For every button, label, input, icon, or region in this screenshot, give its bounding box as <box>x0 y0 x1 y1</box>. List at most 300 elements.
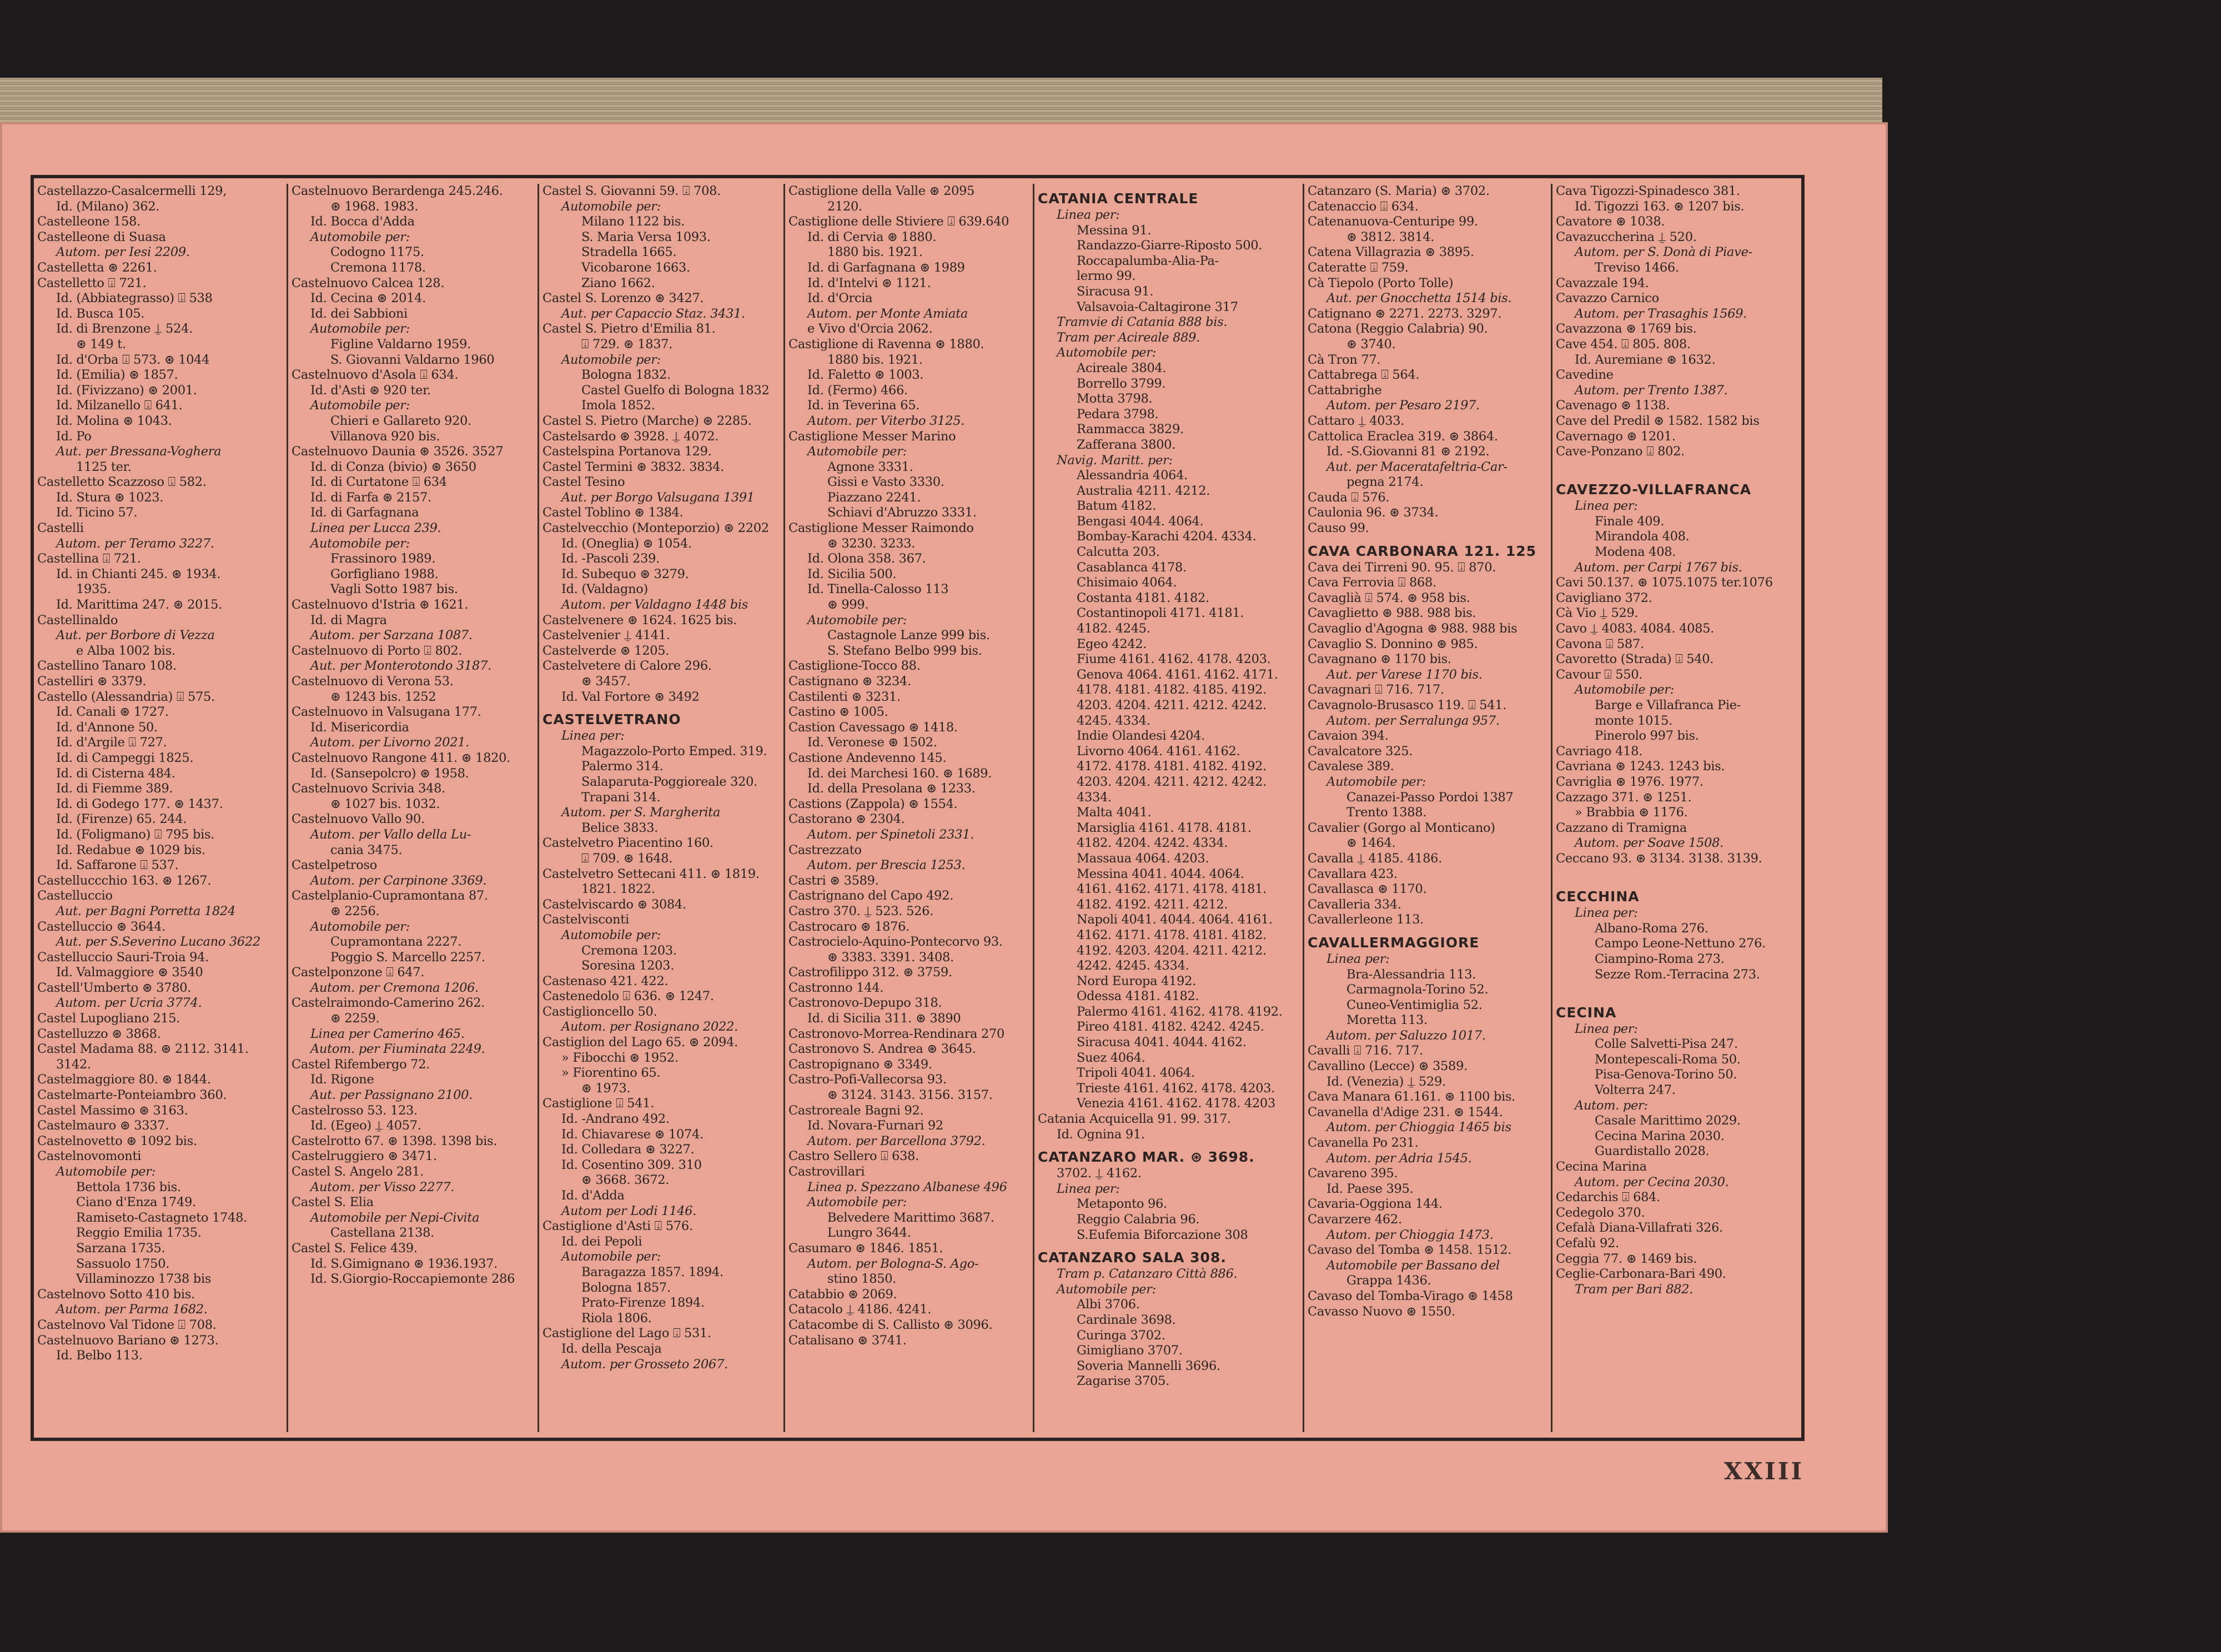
index-entry: Id. d'Argile ⍗ 727. <box>56 735 167 750</box>
index-entry: Carmagnola-Torino 52. <box>1346 982 1489 997</box>
index-entry: Id. Milzanello ⍗ 641. <box>56 398 183 413</box>
index-entry: Aut. per Bagni Porretta 1824 <box>56 903 236 918</box>
index-entry: 4203. 4204. 4211. 4212. 4242. <box>1077 698 1267 712</box>
index-entry: Autom. per Carpinone 3369. <box>310 873 487 888</box>
index-entry: Tram per Acireale 889. <box>1057 330 1200 345</box>
index-entry: Castellana 2138. <box>330 1226 435 1241</box>
index-entry: Bettola 1736 bis. <box>76 1179 181 1194</box>
index-entry: Automobile per: <box>1326 774 1426 789</box>
section-heading: CAVA CARBONARA 121. 125 <box>1308 543 1537 559</box>
section-heading: CAVALLERMAGGIORE <box>1308 934 1480 951</box>
index-entry: Cavriana ⊛ 1243. 1243 bis. <box>1556 759 1725 774</box>
index-entry: Cefalù 92. <box>1556 1236 1619 1251</box>
index-entry: Agnone 3331. <box>827 459 913 474</box>
index-entry: Castelponzone ⍗ 647. <box>292 965 425 980</box>
index-entry: ⊛ 1973. <box>581 1081 631 1096</box>
index-entry: Bologna 1857. <box>581 1280 671 1295</box>
index-entry: Cavazuccherina ⍊ 520. <box>1556 229 1697 244</box>
index-entry: Castelvetro Piacentino 160. <box>542 836 713 851</box>
index-entry: Castiglione ⍗ 541. <box>542 1096 655 1111</box>
index-entry: Castelnuovo di Verona 53. <box>292 674 454 689</box>
index-entry: Autom. per Chioggia 1465 bis <box>1326 1120 1511 1135</box>
index-entry: Castiglione Messer Marino <box>788 429 956 444</box>
index-entry: Castiglion del Lago 65. ⊛ 2094. <box>542 1035 738 1050</box>
index-entry: Montepescali-Roma 50. <box>1595 1052 1741 1067</box>
index-entry: Indie Olandesi 4204. <box>1077 729 1205 744</box>
index-entry: Id. Po <box>56 429 92 444</box>
index-entry: Castelmauro ⊛ 3337. <box>37 1118 169 1133</box>
index-entry: Bengasi 4044. 4064. <box>1077 514 1204 529</box>
index-entry: Automobile per Nepi-Civita <box>310 1210 480 1225</box>
index-entry: Castelnuovo di Porto ⍗ 802. <box>292 643 463 658</box>
index-entry: 4162. 4171. 4178. 4181. 4182. <box>1077 927 1267 942</box>
index-entry: Autom. per S. Margherita <box>561 805 721 820</box>
index-entry: Pinerolo 997 bis. <box>1595 729 1699 744</box>
index-entry: Acireale 3804. <box>1077 360 1167 375</box>
index-entry: Autom. per Brescia 1253. <box>807 858 966 873</box>
index-entry: Tramvie di Catania 888 bis. <box>1057 315 1228 330</box>
index-entry: Cavalcatore 325. <box>1308 744 1413 759</box>
index-entry: ⍗ 729. ⊛ 1837. <box>581 337 673 352</box>
index-entry: Castelrosso 53. 123. <box>292 1103 418 1118</box>
index-entry: Castelnuovo Scrivia 348. <box>292 781 446 796</box>
index-entry: Aut. per Borbore di Vezza <box>56 628 215 643</box>
index-entry: Castorano ⊛ 2304. <box>788 812 905 827</box>
index-entry: Autom. per Serralunga 957. <box>1326 713 1500 728</box>
index-entry: Alessandria 4064. <box>1077 468 1188 483</box>
index-entry: 4182. 4192. 4211. 4212. <box>1077 897 1228 912</box>
index-entry: Frassinoro 1989. <box>330 551 436 566</box>
index-column-5 <box>1034 184 1304 1432</box>
index-entry: Id. Tinella-Calosso 113 <box>807 582 949 597</box>
index-entry: Castelpetroso <box>292 858 377 873</box>
index-entry: 4203. 4204. 4211. 4212. 4242. <box>1077 774 1267 789</box>
index-entry: Autom. per Cremona 1206. <box>310 980 479 995</box>
index-entry: Id. di Cervia ⊛ 1880. <box>807 229 937 244</box>
index-entry: Stradella 1665. <box>581 245 677 260</box>
index-entry: Livorno 4064. 4161. 4162. <box>1077 744 1240 759</box>
index-entry: Autom. per Grosseto 2067. <box>561 1357 728 1372</box>
index-entry: Cavalier (Gorgo al Monticano) <box>1308 820 1495 835</box>
index-entry: Zafferana 3800. <box>1077 437 1176 452</box>
index-entry: Catabbio ⊛ 2069. <box>788 1287 897 1302</box>
index-entry: Grappa 1436. <box>1346 1273 1431 1288</box>
index-column-7 <box>1552 184 1801 1432</box>
index-entry: Soresina 1203. <box>581 958 675 973</box>
index-entry: Linea per: <box>1575 1021 1638 1036</box>
index-entry: Castelleone 158. <box>37 214 141 229</box>
index-entry: Colle Salvetti-Pisa 247. <box>1595 1037 1738 1052</box>
index-entry: Odessa 4181. 4182. <box>1077 989 1199 1004</box>
index-entry: Cavallara 423. <box>1308 866 1398 881</box>
index-entry: Cavaion 394. <box>1308 729 1389 744</box>
index-entry: Autom. per Vallo della Lu- <box>310 827 471 842</box>
index-entry: Castions (Zappola) ⊛ 1554. <box>788 796 958 811</box>
index-entry: Ramiseto-Castagneto 1748. <box>76 1210 247 1225</box>
index-entry: Tripoli 4041. 4064. <box>1077 1066 1195 1081</box>
index-entry: Castel S. Giovanni 59. ⍗ 708. <box>542 184 721 198</box>
index-entry: Automobile per: <box>807 444 907 459</box>
index-entry: Catenaccio ⍗ 634. <box>1308 199 1419 214</box>
index-entry: Castel Madama 88. ⊛ 2112. 3141. <box>37 1042 249 1057</box>
index-entry: ⊛ 3812. 3814. <box>1346 229 1435 244</box>
index-entry: Id. Redabue ⊛ 1029 bis. <box>56 842 205 857</box>
index-entry: Belice 3833. <box>581 820 659 835</box>
index-entry: Soveria Mannelli 3696. <box>1077 1358 1220 1373</box>
index-entry: Id. Sicilia 500. <box>807 566 897 581</box>
index-entry: 4334. <box>1077 790 1112 805</box>
index-entry: 4245. 4334. <box>1077 713 1150 728</box>
index-entry: Valsavoia-Caltagirone 317 <box>1077 299 1238 314</box>
index-entry: Automobile per: <box>561 352 661 367</box>
index-entry: Cavanella Po 231. <box>1308 1136 1419 1151</box>
index-entry: Automobile per: <box>310 919 410 934</box>
index-entry: Automobile per: <box>310 536 410 551</box>
index-entry: Id. in Chianti 245. ⊛ 1934. <box>56 566 221 581</box>
index-entry: Cazzago 371. ⊛ 1251. <box>1556 790 1692 805</box>
index-entry: Palermo 4161. 4162. 4178. 4192. <box>1077 1004 1283 1019</box>
index-entry: Castiglione della Valle ⊛ 2095 <box>788 184 975 198</box>
index-entry: Autom. per Monte Amiata <box>807 306 968 321</box>
index-entry: Castel Tesino <box>542 475 625 490</box>
index-entry: Costanta 4181. 4182. <box>1077 590 1209 605</box>
index-entry: Castel S. Lorenzo ⊛ 3427. <box>542 291 704 306</box>
index-entry: Curinga 3702. <box>1077 1328 1165 1343</box>
index-entry: Id. Belbo 113. <box>56 1348 143 1363</box>
index-entry: Castellina ⍗ 721. <box>37 551 141 566</box>
index-entry: Castel S. Pietro (Marche) ⊛ 2285. <box>542 413 752 428</box>
index-entry: Castelviscardo ⊛ 3084. <box>542 897 686 912</box>
index-entry: Figline Valdarno 1959. <box>330 337 471 352</box>
index-entry: ⊛ 3668. 3672. <box>581 1173 670 1188</box>
index-entry: Suez 4064. <box>1077 1050 1145 1065</box>
index-entry: Randazzo-Giarre-Riposto 500. <box>1077 238 1263 253</box>
index-entry: Castell'Umberto ⊛ 3780. <box>37 980 192 995</box>
index-entry: Salaparuta-Poggioreale 320. <box>581 774 758 789</box>
index-entry: Catania Acquicella 91. 99. 317. <box>1038 1112 1231 1127</box>
index-entry: Linea p. Spezzano Albanese 496 <box>807 1179 1007 1194</box>
index-entry: Castrocielo-Aquino-Pontecorvo 93. <box>788 935 1003 950</box>
index-entry: Id. dei Marchesi 160. ⊛ 1689. <box>807 766 992 781</box>
index-entry: ⊛ 3230. 3233. <box>827 536 916 551</box>
index-entry: Trieste 4161. 4162. 4178. 4203. <box>1077 1081 1275 1096</box>
index-entry: Id. Saffarone ⍗ 537. <box>56 858 179 873</box>
index-entry: Caulonia 96. ⊛ 3734. <box>1308 505 1439 520</box>
index-entry <box>1556 867 1798 882</box>
index-entry: Castiglione d'Asti ⍗ 576. <box>542 1219 693 1234</box>
index-entry: Albi 3706. <box>1077 1297 1140 1312</box>
index-entry: Castel Guelfo di Bologna 1832 <box>581 383 770 398</box>
index-entry: Zagarise 3705. <box>1077 1374 1170 1389</box>
index-entry: Id. di Fiemme 389. <box>56 781 173 796</box>
index-entry: Id. -S.Giovanni 81 ⊛ 2192. <box>1326 444 1490 459</box>
index-entry: Genova 4064. 4161. 4162. 4171. <box>1077 667 1278 682</box>
index-entry: Linea per: <box>561 729 625 744</box>
index-entry: Bologna 1832. <box>581 368 671 383</box>
index-entry: ⊛ 2259. <box>330 1011 380 1026</box>
index-entry: Cà Vio ⍊ 529. <box>1556 606 1639 621</box>
index-entry: Aut. per Monterotondo 3187. <box>310 659 491 674</box>
index-entry: Chieri e Gallareto 920. <box>330 413 471 428</box>
index-entry: Cavareno 395. <box>1308 1166 1398 1181</box>
index-entry: Castelletto Scazzoso ⍗ 582. <box>37 475 207 490</box>
index-entry: Cavriago 418. <box>1556 744 1643 759</box>
index-entry: Castel Termini ⊛ 3832. 3834. <box>542 459 725 474</box>
index-entry: Castignano ⊛ 3234. <box>788 674 911 689</box>
index-entry: Castro Sellero ⍗ 638. <box>788 1149 919 1164</box>
index-entry <box>1556 982 1798 998</box>
index-entry: Castrofilippo 312. ⊛ 3759. <box>788 965 952 980</box>
index-entry: Cavalla ⍊ 4185. 4186. <box>1308 851 1443 866</box>
index-entry: Catona (Reggio Calabria) 90. <box>1308 322 1488 337</box>
index-entry: Id. Bocca d'Adda <box>310 214 415 229</box>
index-entry: Cattaro ⍊ 4033. <box>1308 413 1405 428</box>
index-entry: Volterra 247. <box>1595 1083 1676 1098</box>
index-entry: Sarzana 1735. <box>76 1241 165 1256</box>
index-entry: Causo 99. <box>1308 521 1369 536</box>
index-entry: Castelnovo Sotto 410 bis. <box>37 1287 195 1302</box>
index-entry: Id. in Teverina 65. <box>807 398 920 413</box>
index-entry: Catalisano ⊛ 3741. <box>788 1333 907 1348</box>
index-entry: Cavaria-Oggiona 144. <box>1308 1197 1443 1212</box>
index-entry: Pireo 4181. 4182. 4242. 4245. <box>1077 1020 1264 1035</box>
index-entry: 2120. <box>827 199 862 214</box>
index-entry: Prato-Firenze 1894. <box>581 1296 705 1310</box>
index-entry: Reggio Calabria 96. <box>1077 1212 1200 1227</box>
index-column-6 <box>1304 184 1552 1432</box>
index-entry: Gimigliano 3707. <box>1077 1343 1183 1358</box>
index-entry: Massaua 4064. 4203. <box>1077 851 1209 866</box>
index-entry: Autom. per Ucria 3774. <box>56 996 202 1011</box>
index-entry: Castelnovetto ⊛ 1092 bis. <box>37 1133 197 1148</box>
index-entry: S. Giovanni Valdarno 1960 <box>330 352 495 367</box>
index-entry: Cava Ferrovia ⍗ 868. <box>1308 575 1436 590</box>
index-entry: Australia 4211. 4212. <box>1077 483 1210 498</box>
index-entry: Castione Andevenno 145. <box>788 750 947 765</box>
index-entry: ⊛ 1027 bis. 1032. <box>330 796 440 811</box>
index-entry: Guardistallo 2028. <box>1595 1144 1710 1159</box>
index-entry: Magazzolo-Porto Emped. 319. <box>581 744 767 759</box>
index-entry: Automobile per: <box>561 927 661 942</box>
index-column-4 <box>785 184 1034 1432</box>
index-entry: ⊛ 1968. 1983. <box>330 199 419 214</box>
index-frame <box>31 175 1805 1441</box>
index-entry: Cavriglia ⊛ 1976. 1977. <box>1556 774 1704 789</box>
index-entry: Autom. per Valdagno 1448 bis <box>561 597 748 612</box>
index-entry: Motta 3798. <box>1077 391 1153 406</box>
index-entry: S. Maria Versa 1093. <box>581 229 711 244</box>
index-entry: Cavernago ⊛ 1201. <box>1556 429 1676 444</box>
index-entry: ⊛ 999. <box>827 597 869 612</box>
index-entry: Id. (Egeo) ⍊ 4057. <box>310 1118 421 1133</box>
index-entry: Ciano d'Enza 1749. <box>76 1195 196 1210</box>
index-entry: Reggio Emilia 1735. <box>76 1226 202 1241</box>
index-entry: Riola 1806. <box>581 1310 652 1325</box>
index-entry: Siracusa 91. <box>1077 284 1154 299</box>
section-heading: CECINA <box>1556 1004 1617 1021</box>
index-entry: Cavaglio S. Donnino ⊛ 985. <box>1308 636 1478 651</box>
index-entry: Castelluccio <box>37 888 113 903</box>
index-entry: Cedegolo 370. <box>1556 1205 1645 1220</box>
index-entry: Cavaso del Tomba-Virago ⊛ 1458 <box>1308 1288 1513 1303</box>
index-entry: ⊛ 3740. <box>1346 337 1396 352</box>
index-entry: Castelnuovo Calcea 128. <box>292 275 445 290</box>
index-entry: Castel S. Pietro d'Emilia 81. <box>542 322 716 337</box>
index-entry: Id. della Presolana ⊛ 1233. <box>807 781 976 796</box>
index-entry: Autom. per Visso 2277. <box>310 1179 455 1194</box>
index-entry: Castelletto ⍗ 721. <box>37 275 147 290</box>
index-entry: Campo Leone-Nettuno 276. <box>1595 936 1766 951</box>
index-entry: Id. (Milano) 362. <box>56 199 160 214</box>
index-entry: Linea per Lucca 239. <box>310 521 441 536</box>
index-entry: Id. di Magra <box>310 612 387 627</box>
page-number: XXIII <box>1724 1458 1805 1485</box>
index-entry: Id. Auremiane ⊛ 1632. <box>1575 352 1716 367</box>
index-entry: Castellazzo-Casalcermelli 129, <box>37 184 227 198</box>
index-entry: Albano-Roma 276. <box>1595 921 1709 936</box>
index-entry: Id. di Garfagnana <box>310 505 419 520</box>
index-entry: Id. della Pescaja <box>561 1341 662 1356</box>
index-entry: Automobile per: <box>561 1249 661 1264</box>
index-entry: Id. (Venezia) ⍊ 529. <box>1326 1074 1446 1089</box>
index-column-2 <box>288 184 539 1432</box>
index-entry: Cardinale 3698. <box>1077 1312 1176 1327</box>
index-entry: Castelvenier ⍊ 4141. <box>542 628 670 643</box>
index-entry: Autom. per Barcellona 3792. <box>807 1133 986 1148</box>
index-entry: Linea per: <box>1575 906 1638 921</box>
index-entry: Castelluzzo ⊛ 3868. <box>37 1026 161 1041</box>
index-entry: 1935. <box>76 582 111 597</box>
index-entry: Castelnuovo d'Istria ⊛ 1621. <box>292 597 469 612</box>
index-entry: Automobile per: <box>1057 345 1157 360</box>
index-entry: Catacolo ⍊ 4186. 4241. <box>788 1302 932 1317</box>
index-entry: Id. (Sansepolcro) ⊛ 1958. <box>310 766 469 781</box>
index-entry: Id. Canali ⊛ 1727. <box>56 705 169 720</box>
index-entry: Moretta 113. <box>1346 1013 1428 1028</box>
index-entry: Id. di Conza (bivio) ⊛ 3650 <box>310 459 476 474</box>
book-page <box>0 122 1888 1533</box>
index-entry: Poggio S. Marcello 2257. <box>330 950 485 965</box>
index-entry: ⊛ 3124. 3143. 3156. 3157. <box>827 1088 993 1103</box>
index-entry: Cavenago ⊛ 1138. <box>1556 398 1670 413</box>
index-entry: Castello (Alessandria) ⍗ 575. <box>37 689 215 704</box>
index-entry: Id. (Abbiategrasso) ⍗ 538 <box>56 291 213 306</box>
index-entry: Id. -Andrano 492. <box>561 1112 670 1127</box>
index-entry: Id. d'Intelvi ⊛ 1121. <box>807 275 931 290</box>
index-entry: Castelnuovo Bariano ⊛ 1273. <box>37 1333 219 1348</box>
index-column-1 <box>34 184 288 1432</box>
index-entry: Id. d'Orcia <box>807 291 873 306</box>
index-entry: Malta 4041. <box>1077 805 1152 820</box>
index-entry: Castronovo-Morrea-Rendinara 270 <box>788 1026 1005 1041</box>
index-entry: Castelplanio-Cupramontana 87. <box>292 888 488 903</box>
index-entry: Autom. per Pesaro 2197. <box>1326 398 1480 413</box>
index-entry: Castelliri ⊛ 3379. <box>37 674 147 689</box>
index-entry: Automobile per Bassano del <box>1326 1258 1500 1273</box>
index-entry: Id. (Valdagno) <box>561 582 649 597</box>
section-heading: CATANZARO MAR. ⊛ 3698. <box>1038 1149 1255 1166</box>
index-entry: Castelrotto 67. ⊛ 1398. 1398 bis. <box>292 1133 498 1148</box>
index-entry: Castilenti ⊛ 3231. <box>788 689 901 704</box>
index-entry: ⊛ 149 t. <box>76 337 126 352</box>
index-entry: e Alba 1002 bis. <box>76 643 175 658</box>
index-entry: Vagli Sotto 1987 bis. <box>330 582 458 597</box>
index-entry: Id. dei Pepoli <box>561 1234 642 1249</box>
index-entry: Cavazzale 194. <box>1556 275 1649 290</box>
index-entry: Cavi 50.137. ⊛ 1075.1075 ter.1076 <box>1556 575 1773 590</box>
index-entry: Cremona 1178. <box>330 260 426 275</box>
index-entry: Id. Molina ⊛ 1043. <box>56 413 172 428</box>
index-entry: stino 1850. <box>827 1272 897 1287</box>
index-entry: Castelvetere di Calore 296. <box>542 659 712 674</box>
index-entry: Imola 1852. <box>581 398 655 413</box>
index-entry: Id. (Emilia) ⊛ 1857. <box>56 368 178 383</box>
index-entry: Sezze Rom.-Terracina 273. <box>1595 967 1760 982</box>
index-entry: Castiglione Messer Raimondo <box>788 521 974 536</box>
index-entry: monte 1015. <box>1595 713 1672 728</box>
index-entry: Automobile per: <box>807 612 907 627</box>
index-entry: Id. Olona 358. 367. <box>807 551 926 566</box>
index-entry: Automobile per: <box>56 1164 156 1179</box>
index-entry: Castronovo S. Andrea ⊛ 3645. <box>788 1042 976 1057</box>
index-entry: Villanova 920 bis. <box>330 429 440 444</box>
index-entry: Costantinopoli 4171. 4181. <box>1077 606 1244 621</box>
index-entry: Castel Toblino ⊛ 1384. <box>542 505 684 520</box>
index-entry: Cecina Marina <box>1556 1159 1647 1174</box>
index-entry: Automobile per: <box>807 1195 907 1210</box>
index-entry: Autom. per Cecina 2030. <box>1575 1174 1729 1189</box>
index-column-3 <box>539 184 785 1432</box>
index-entry: Cavallino (Lecce) ⊛ 3589. <box>1308 1059 1468 1074</box>
index-entry: Id. (Fivizzano) ⊛ 2001. <box>56 383 197 398</box>
index-entry: Lungro 3644. <box>827 1226 911 1241</box>
index-entry: Cave del Predil ⊛ 1582. 1582 bis <box>1556 413 1760 428</box>
index-entry: Castelsardo ⊛ 3928. ⍊ 4072. <box>542 429 719 444</box>
index-entry: Casablanca 4178. <box>1077 560 1187 575</box>
index-entry: Messina 4041. 4044. 4064. <box>1077 866 1244 881</box>
index-entry: Aut. per Gnocchetta 1514 bis. <box>1326 291 1512 306</box>
index-entry: Castenaso 421. 422. <box>542 973 669 988</box>
index-entry: Gorfigliano 1988. <box>330 566 439 581</box>
index-entry: Id. d'Asti ⊛ 920 ter. <box>310 383 431 398</box>
index-entry: Mirandola 408. <box>1595 529 1690 544</box>
index-entry: Id. Marittima 247. ⊛ 2015. <box>56 597 223 612</box>
index-entry: Pisa-Genova-Torino 50. <box>1595 1067 1737 1082</box>
section-heading: CATANIA CENTRALE <box>1038 190 1199 207</box>
index-entry: Bombay-Karachi 4204. 4334. <box>1077 529 1257 544</box>
index-entry: 4242. 4245. 4334. <box>1077 958 1189 973</box>
index-entry: Vicobarone 1663. <box>581 260 690 275</box>
index-entry: 4161. 4162. 4171. 4178. 4181. <box>1077 882 1267 897</box>
index-entry: Linea per: <box>1057 1181 1120 1196</box>
index-entry: Aut. per Bressana-Voghera <box>56 444 222 459</box>
index-entry: Autom. per Rosignano 2022. <box>561 1020 738 1035</box>
index-entry: Cavagnano ⊛ 1170 bis. <box>1308 652 1451 667</box>
index-entry: Id. Subequo ⊛ 3279. <box>561 566 689 581</box>
index-entry: Id. Rigone <box>310 1072 374 1087</box>
index-entry: Cava Manara 61.161. ⊛ 1100 bis. <box>1308 1089 1516 1104</box>
index-entry: Messina 91. <box>1077 223 1152 238</box>
section-heading: CECCHINA <box>1556 888 1640 905</box>
index-entry: 4182. 4245. <box>1077 621 1150 636</box>
index-entry: Venezia 4161. 4162. 4178. 4203 <box>1077 1096 1275 1111</box>
index-entry: Castrovillari <box>788 1164 865 1179</box>
index-entry: Castelluccio ⊛ 3644. <box>37 919 165 934</box>
index-entry: Catacombe di S. Callisto ⊛ 3096. <box>788 1317 993 1332</box>
index-entry: Cefalà Diana-Villafrati 326. <box>1556 1221 1723 1236</box>
index-entry: Castelvisconti <box>542 912 629 927</box>
index-entry: Cupramontana 2227. <box>330 935 462 950</box>
